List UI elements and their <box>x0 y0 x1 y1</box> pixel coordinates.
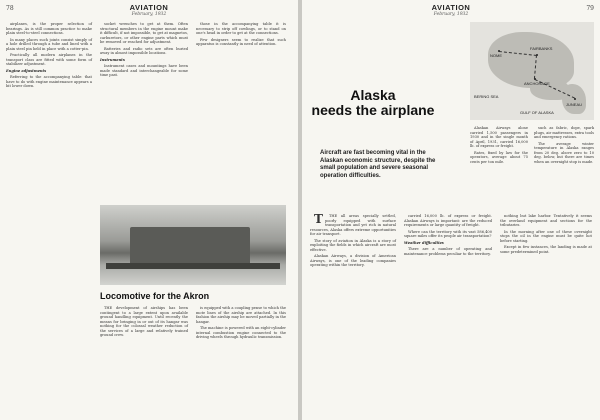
text-column-3 <box>196 22 286 197</box>
masthead-date: February, 1932 <box>433 12 469 17</box>
paragraph: Rates, fixed by law for the operators, average about 75 cents per ton mile. <box>470 150 528 164</box>
paragraph: Practically all modern airplanes in the transport class are fitted with some form of stabilizer adjustment. <box>6 53 92 66</box>
text-column-3 <box>310 214 396 414</box>
locomotive-photo <box>100 205 286 285</box>
left-page <box>0 0 298 420</box>
paragraph <box>310 214 396 237</box>
map-label: ANCHORAGE <box>524 81 550 86</box>
paragraph: Few designers seem to realize that such apparatus is constantly in need of attention. <box>196 37 286 46</box>
paragraph: such as fabric, dope, spark plugs, air mattresses, extra tools and emergency rations. <box>534 126 594 139</box>
page-number: 79 <box>586 5 594 12</box>
paragraph: Batteries and radio sets are often buried away in almost impossible locations. <box>100 46 188 55</box>
paragraph: nothing but lake harbor. Tentatively it seems the overland equipment and sections for the tributaries. <box>500 214 592 227</box>
map-label: BERING SEA <box>474 94 499 99</box>
text-column-2 <box>534 126 594 208</box>
paragraph: Except in few instances, the landing is made at some predetermined point. <box>500 245 592 254</box>
section-heading: Engine adjustments <box>6 68 47 73</box>
section-heading: Weather difficulties <box>404 240 444 245</box>
paragraph: The machine is powered with an eight-cylinder internal combustion engine connected to the driving wheels through hydraulic transmission. <box>196 326 286 339</box>
paragraph: The story of aviation in Alaska is a story of exploiting the fields in which aircraft are most effective. <box>310 238 396 252</box>
masthead-title: AVIATION <box>431 3 471 12</box>
map-label: FAIRBANKS <box>530 46 553 51</box>
rail-track <box>106 263 280 269</box>
map-label: NOME <box>490 53 502 58</box>
paragraph: The average winter temperature in Alaska ranges from 20 deg. above zero to 10 deg. below, but there are times when an overnight stop is made. <box>534 141 594 164</box>
paragraph: Referring to the accompanying table: that have to do with engine maintenance appears a bit lower down. <box>6 75 92 88</box>
locomotive-body <box>130 227 250 265</box>
article-title-line-1: Alaska <box>350 87 396 103</box>
alaska-map <box>470 22 594 120</box>
masthead-date: February, 1932 <box>131 12 167 17</box>
drop-cap: T <box>314 212 323 226</box>
paragraph: socket wrenches to get at them. Often structural members in the engine mount make it difficult, if not impossible, to get at magnetos, carburetors, or other engine parts which must be removed or reached for adjustment. <box>100 22 188 44</box>
article-title <box>308 88 438 118</box>
paragraph-text: THE all areas specially settled, poorly equipped with surface transportation and yet rich in natural resources, Alaska offers extreme opportunities for air transport. <box>310 214 396 236</box>
paragraph: Alaskan Airways alone carried 1,500 passengers in 1930 and in the single month of April, 1931, carried 16,000 lb. of express or freight. <box>470 126 528 148</box>
paragraph: Alaskan Airways, a division of American Airways, is one of the leading companies operating within the territory. <box>310 254 396 267</box>
text-column-4 <box>100 306 188 414</box>
right-page <box>302 0 600 420</box>
photo-caption: Locomotive for the Akron <box>100 291 210 301</box>
paragraph: In the morning after one of these overnight stops the oil in the engine must be quite hot before starting. <box>500 229 592 243</box>
paragraph: In many places such joints consist simply of a hole drilled through a tube and lined with a plain steel pin held in place with a cotter-pin. <box>6 37 92 51</box>
text-column-2 <box>100 22 188 197</box>
text-column-4 <box>404 214 492 414</box>
paragraph: Instrument cases and mountings have been made standard and interchangeable for some time past. <box>100 64 188 77</box>
page-number: 78 <box>6 5 14 12</box>
map-label: JUNEAU <box>566 102 583 107</box>
paragraph: is equipped with a coupling pense to which the mote lines of the airship are attached. In this fashion the airship may be moved partially in the hangar. <box>196 306 286 324</box>
paragraph: There are a number of operating and maintenance problems peculiar to the territory. <box>404 247 492 256</box>
text-column-5 <box>196 306 286 414</box>
article-title-line-2: needs the airplane <box>311 102 435 118</box>
text-column-1 <box>470 126 528 208</box>
map-label: GULF OF ALASKA <box>520 110 554 115</box>
masthead-title: AVIATION <box>129 3 169 12</box>
text-column-1 <box>6 22 92 394</box>
section-heading: Instruments <box>100 57 125 62</box>
masthead <box>416 3 486 17</box>
text-column-5 <box>500 214 592 414</box>
paragraph: airplanes, is the proper selection of bearings. As is still common practice to make plain steel-to-steel connections. <box>6 22 92 35</box>
paragraph: Where can the territory with its vast 586,400 square miles offer its people air transportation? <box>404 229 492 238</box>
paragraph: those in the accompanying table it is necessary to strip off cowlings, or to stand on one's head in order to get at the connections. <box>196 22 286 35</box>
paragraph: THE development of airships has been contingent to a large extent upon available ground handling equipment. Until recently the means for bringing in or out of its hangar was nothing for the colossal weather reduction of the services of a large and relatively trained ground crew. <box>100 306 188 337</box>
masthead <box>114 3 184 17</box>
article-deck: Aircraft are fast becoming vital in the Alaskan economic structure, despite the small population and severe seasonal operation difficulties. <box>320 150 436 179</box>
paragraph: carried 16,000 lb. of express or freight. Alaskan Airways is important: are the reduced requirements or large quantity of freight. <box>404 214 492 227</box>
